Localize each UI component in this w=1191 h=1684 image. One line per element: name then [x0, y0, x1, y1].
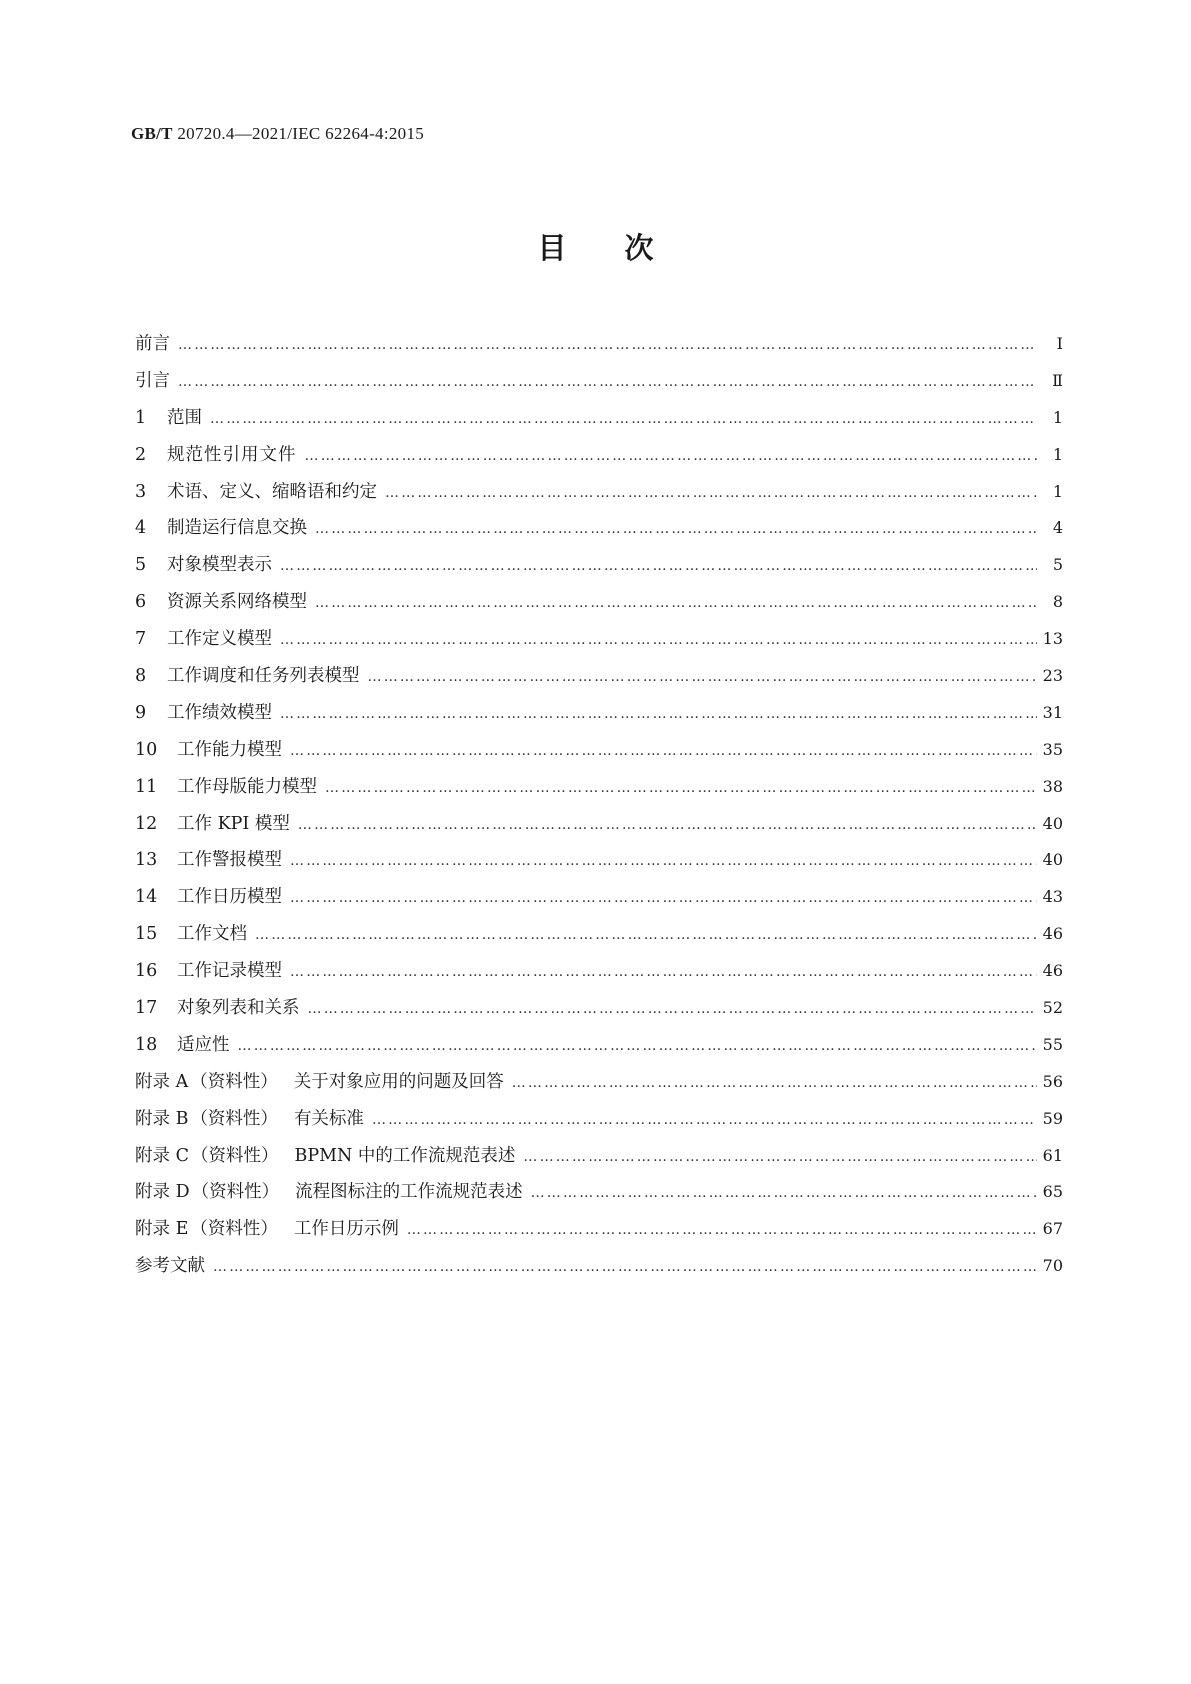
- toc-item-label: 工作日历模型: [177, 887, 282, 908]
- toc-leader-dots: [372, 1102, 1037, 1139]
- toc-item-page: 43: [1042, 887, 1063, 907]
- toc-item-label: 工作日历示例: [293, 1219, 399, 1240]
- toc-item-label: 前言: [135, 334, 170, 354]
- toc-item-page: 38: [1042, 776, 1063, 796]
- toc-item-section-11[interactable]: [135, 769, 1063, 806]
- toc-item-section-15[interactable]: [135, 916, 1063, 953]
- toc-item-label: BPMN 中的工作流规范表述: [294, 1145, 516, 1166]
- toc-item-number: 15: [135, 924, 158, 945]
- toc-item-section-8[interactable]: [135, 658, 1063, 695]
- toc-item-label: 对象列表和关系: [177, 998, 300, 1019]
- toc-item-section-3[interactable]: [135, 474, 1063, 511]
- toc-item-number: 14: [135, 887, 158, 908]
- toc-leader-dots: [290, 880, 1037, 917]
- toc-item-appendix-a[interactable]: [135, 1064, 1063, 1101]
- toc-item-label: 引言: [135, 370, 170, 391]
- toc-item-number: 13: [135, 850, 158, 871]
- toc-item-page: 46: [1042, 924, 1063, 944]
- toc-item-page: 35: [1042, 739, 1063, 759]
- toc-item-label: 工作绩效模型: [167, 702, 272, 723]
- toc-item-section-17[interactable]: [135, 990, 1063, 1027]
- toc-leader-dots: [407, 1212, 1037, 1249]
- toc-item-label: 工作母版能力模型: [177, 776, 317, 797]
- appendix-type: （资料性）: [191, 1182, 280, 1203]
- appendix-prefix: 附录 D: [135, 1182, 190, 1203]
- toc-leader-dots: [290, 733, 1037, 770]
- toc-leader-dots: [178, 364, 1037, 401]
- toc-item-page: 52: [1042, 998, 1063, 1018]
- toc-item-label: 对象模型表示: [167, 555, 272, 576]
- toc-leader-dots: [280, 696, 1037, 733]
- toc-item-page: 4: [1052, 518, 1063, 538]
- toc-item-number: 5: [135, 555, 147, 576]
- toc-item-page: 65: [1042, 1182, 1063, 1202]
- toc-item-page: 1: [1052, 407, 1063, 427]
- toc-leader-dots: [305, 438, 1038, 475]
- toc-item-label: 工作定义模型: [167, 629, 272, 650]
- toc-item-number: 17: [135, 998, 158, 1019]
- toc-item-section-4[interactable]: [135, 510, 1063, 547]
- toc-leader-dots: [298, 807, 1037, 844]
- toc-item-page: 40: [1042, 850, 1063, 870]
- toc-leader-dots: [255, 917, 1037, 954]
- toc-item-section-1[interactable]: [135, 400, 1063, 437]
- toc-item-label: 资源关系网络模型: [167, 592, 307, 613]
- toc-item-label: 有关标准: [293, 1108, 364, 1129]
- toc-item-section-14[interactable]: [135, 879, 1063, 916]
- toc-item-page: 55: [1042, 1034, 1063, 1054]
- toc-leader-dots: [210, 401, 1037, 438]
- table-of-contents: [135, 326, 1063, 1285]
- toc-leader-dots: [512, 1065, 1037, 1102]
- toc-leader-dots: [531, 1175, 1037, 1212]
- appendix-prefix: 附录 B: [135, 1108, 189, 1129]
- toc-leader-dots: [280, 622, 1037, 659]
- toc-item-page: 5: [1052, 555, 1063, 575]
- toc-item-label: 工作记录模型: [177, 961, 282, 982]
- toc-item-section-5[interactable]: [135, 547, 1063, 584]
- toc-leader-dots: [523, 1139, 1037, 1176]
- toc-leader-dots: [315, 511, 1037, 548]
- toc-item-label: 参考文献: [135, 1256, 205, 1277]
- toc-leader-dots: [280, 548, 1037, 585]
- toc-leader-dots: [308, 991, 1038, 1028]
- toc-leader-dots: [368, 659, 1038, 696]
- appendix-type: （资料性）: [190, 1108, 278, 1129]
- toc-item-label: 范围: [167, 407, 202, 428]
- appendix-prefix: 附录 E: [135, 1219, 189, 1240]
- toc-item-label: 术语、定义、缩略语和约定: [167, 481, 377, 502]
- toc-item-page: 23: [1042, 666, 1063, 686]
- toc-item-references[interactable]: [135, 1248, 1063, 1285]
- toc-item-label: 工作文档: [177, 924, 247, 945]
- toc-leader-dots: [325, 770, 1037, 807]
- document-code-number: 20720.4—2021/IEC 62264-4:2015: [172, 124, 425, 143]
- appendix-type: （资料性）: [190, 1219, 278, 1240]
- toc-leader-dots: [178, 327, 1037, 364]
- toc-item-page: 70: [1042, 1256, 1063, 1276]
- toc-item-section-12[interactable]: [135, 806, 1063, 843]
- toc-item-label: 工作调度和任务列表模型: [167, 666, 360, 687]
- toc-item-appendix-e[interactable]: [135, 1211, 1063, 1248]
- toc-item-page: 61: [1042, 1145, 1063, 1165]
- toc-item-page: Ⅰ: [1056, 334, 1063, 353]
- toc-item-label: 规范性引用文件: [167, 444, 297, 465]
- document-code: [131, 124, 424, 144]
- toc-item-section-16[interactable]: [135, 953, 1063, 990]
- toc-item-number: 16: [135, 961, 158, 982]
- toc-item-number: 2: [135, 444, 147, 465]
- toc-item-page: 40: [1042, 813, 1063, 833]
- toc-leader-dots: [290, 843, 1037, 880]
- toc-item-page: 8: [1052, 592, 1063, 612]
- toc-item-number: 6: [135, 592, 147, 613]
- toc-item-label: 适应性: [177, 1034, 230, 1055]
- toc-item-label: 工作能力模型: [177, 739, 282, 760]
- toc-item-section-7[interactable]: [135, 621, 1063, 658]
- toc-item-page: 67: [1042, 1219, 1063, 1239]
- toc-item-section-18[interactable]: [135, 1027, 1063, 1064]
- toc-item-page: 31: [1042, 702, 1063, 722]
- toc-item-page: 13: [1042, 629, 1063, 649]
- toc-item-number: 10: [135, 739, 158, 760]
- toc-item-page: 1: [1052, 444, 1063, 464]
- toc-item-page: Ⅱ: [1052, 370, 1063, 390]
- toc-item-number: 18: [135, 1034, 158, 1055]
- toc-leader-dots: [385, 475, 1037, 512]
- toc-item-section-13[interactable]: [135, 842, 1063, 879]
- toc-item-number: 11: [135, 776, 158, 797]
- toc-item-number: 12: [135, 813, 158, 834]
- toc-item-section-2[interactable]: [135, 437, 1063, 474]
- toc-item-foreword[interactable]: [135, 326, 1063, 363]
- appendix-type: （资料性）: [190, 1071, 278, 1092]
- page-title: 目次: [537, 231, 712, 265]
- toc-item-page: 56: [1042, 1071, 1063, 1091]
- toc-item-number: 3: [135, 481, 147, 502]
- toc-leader-dots: [290, 954, 1037, 991]
- toc-item-label: 工作警报模型: [177, 850, 282, 871]
- appendix-prefix: 附录 A: [135, 1071, 189, 1092]
- toc-item-introduction[interactable]: [135, 363, 1063, 400]
- appendix-type: （资料性）: [190, 1145, 279, 1166]
- toc-item-section-10[interactable]: [135, 732, 1063, 769]
- toc-item-page: 46: [1042, 961, 1063, 981]
- toc-leader-dots: [238, 1028, 1038, 1065]
- toc-item-appendix-d[interactable]: [135, 1174, 1063, 1211]
- toc-item-number: 8: [135, 666, 147, 687]
- document-code-prefix: GB/T: [131, 124, 173, 143]
- toc-item-appendix-b[interactable]: [135, 1101, 1063, 1138]
- toc-item-label: 关于对象应用的问题及回答: [293, 1071, 504, 1092]
- appendix-prefix: 附录 C: [135, 1145, 189, 1166]
- toc-item-appendix-c[interactable]: [135, 1138, 1063, 1175]
- toc-item-page: 59: [1042, 1108, 1063, 1128]
- toc-item-number: 1: [135, 407, 147, 428]
- toc-item-section-9[interactable]: [135, 695, 1063, 732]
- toc-item-number: 7: [135, 629, 147, 650]
- toc-leader-dots: [213, 1249, 1037, 1286]
- toc-item-number: 9: [135, 702, 147, 723]
- toc-item-page: 1: [1052, 481, 1063, 501]
- toc-item-section-6[interactable]: [135, 584, 1063, 621]
- toc-item-label: 工作 KPI 模型: [177, 813, 290, 834]
- toc-item-number: 4: [135, 518, 147, 539]
- toc-item-label: 制造运行信息交换: [167, 518, 307, 539]
- toc-leader-dots: [315, 585, 1037, 622]
- toc-item-label: 流程图标注的工作流规范表述: [295, 1182, 523, 1203]
